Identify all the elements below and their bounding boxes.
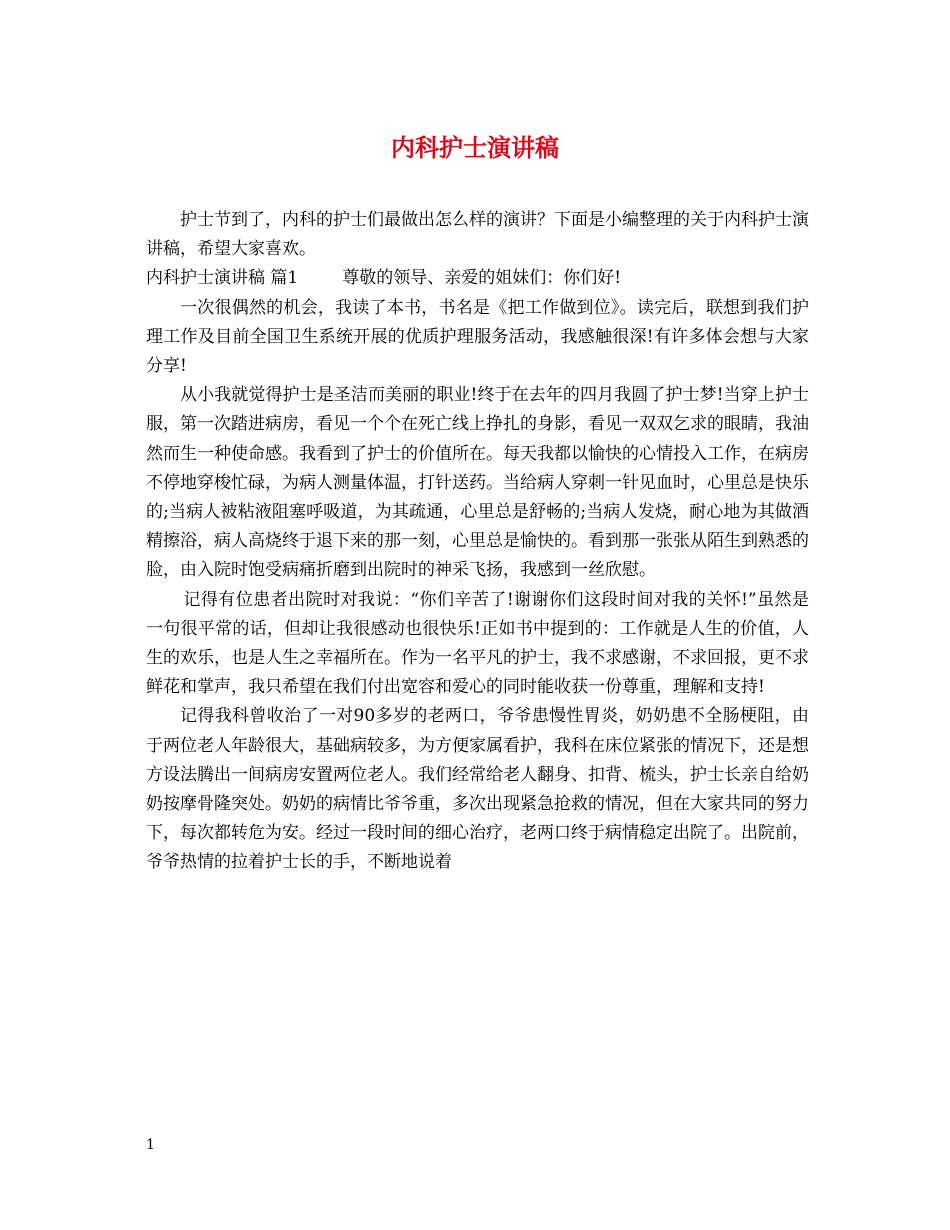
page-number: 1 [146, 1137, 155, 1153]
body-paragraph: 记得我科曾收治了一对90多岁的老两口，爷爷患慢性胃炎，奶奶患不全肠梗阻，由于两位老人年龄很大，基础病较多，为方便家属看护，我科在床位紧张的情况下，还是想方设法腾出一间病房安置两位老人。我们经常给老人翻身、扣背、梳头，护士长亲自给奶奶按摩骨隆突处。奶奶的病情比爷爷重，多次出现紧急抢救的情况，但在大家共同的努力下，每次都转危为安。经过一段时间的细心治疗，老两口终于病情稳定出院了。出院前，爷爷热情的拉着护士长的手，不断地说着 [146, 706, 809, 873]
section-heading: 内科护士演讲稿 篇1 [146, 268, 299, 289]
document-title: 内科护士演讲稿 [391, 133, 559, 162]
body-paragraph: 一次很偶然的机会，我读了本书，书名是《把工作做到位》。读完后，联想到我们护理工作及目前全国卫生系统开展的优质护理服务活动，我感触很深!有许多体会想与大家分享! [146, 297, 809, 377]
section-heading-line [146, 264, 809, 293]
body-paragraph: 记得有位患者出院时对我说：“你们辛苦了!谢谢你们这段时间对我的关怀!”虽然是一句很平常的话，但却让我很感动也很快乐!正如书中提到的：工作就是人生的价值，人生的欢乐，也是人生之幸福所在。作为一名平凡的护士，我不求感谢，不求回报，更不求鲜花和掌声，我只希望在我们付出宽容和爱心的同时能收获一份尊重，理解和支持! [146, 589, 809, 698]
salutation: 尊敬的领导、亲爱的姐妹们：你们好! [342, 268, 622, 289]
intro-paragraph: 护士节到了，内科的护士们最做出怎么样的演讲？下面是小编整理的关于内科护士演讲稿，希望大家喜欢。 [146, 210, 809, 260]
document-body [146, 206, 809, 878]
body-paragraph: 从小我就觉得护士是圣洁而美丽的职业!终于在去年的四月我圆了护士梦!当穿上护士服，第一次踏进病房，看见一个个在死亡线上挣扎的身影，看见一双双乞求的眼睛，我油然而生一种使命感。我看到了护士的价值所在。每天我都以愉快的心情投入工作，在病房不停地穿梭忙碌，为病人测量体温，打针送药。当给病人穿刺一针见血时，心里总是快乐的;当病人被粘液阻塞呼吸道，为其疏通，心里总是舒畅的;当病人发烧，耐心地为其做酒精擦浴，病人高烧终于退下来的那一刻，心里总是愉快的。看到那一张张从陌生到熟悉的脸，由入院时饱受病痛折磨到出院时的神采飞扬，我感到一丝欣慰。 [146, 385, 809, 581]
